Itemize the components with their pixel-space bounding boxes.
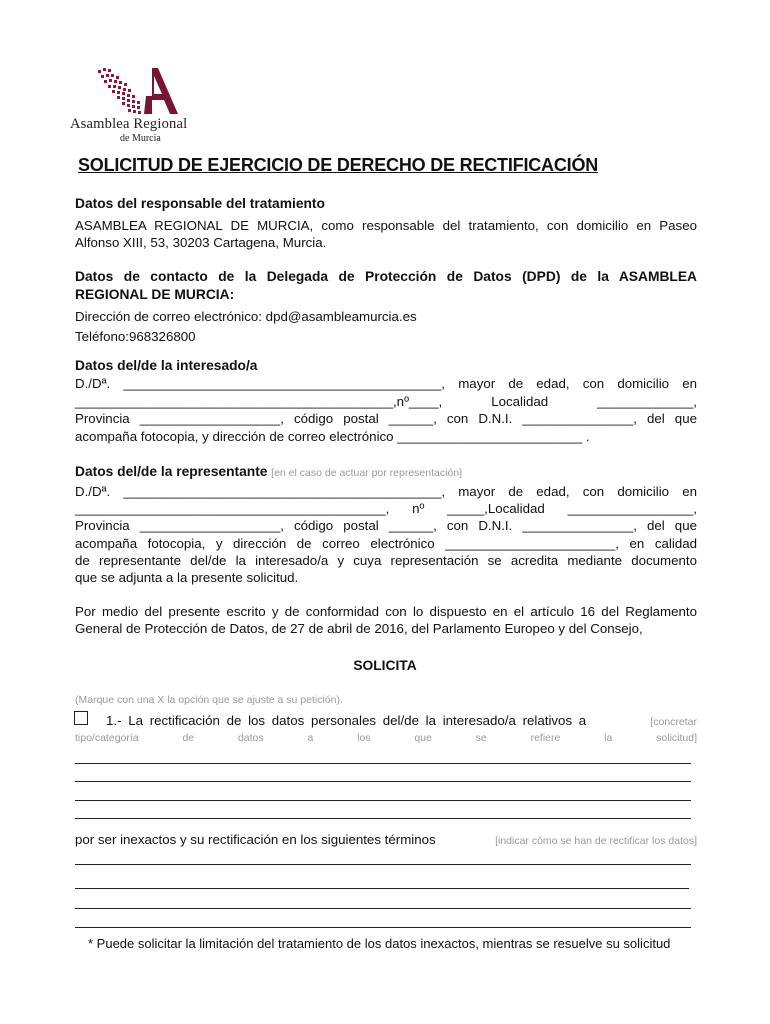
dpd-phone: Teléfono:968326800 <box>75 329 196 344</box>
representante-line1[interactable]: D./Dª. ___________________________________________, mayor de edad, con domicilio en <box>75 484 697 499</box>
terms-text: por ser inexactos y su rectificación en los siguientes términos <box>75 832 436 847</box>
terms-hint: [indicar cómo se han de rectificar los datos] <box>495 835 697 847</box>
terms-line-1[interactable] <box>75 864 691 865</box>
representante-line5: de representante del/de la interesado/a y cuya representación se acredita mediante documento <box>75 553 697 568</box>
dpd-heading-line2: REGIONAL DE MURCIA: <box>75 287 235 302</box>
option1-checkbox[interactable] <box>74 711 88 725</box>
logo <box>70 62 230 144</box>
option1-row <box>106 712 697 732</box>
interesado-line1[interactable]: D./Dª. ___________________________________________, mayor de edad, con domicilio en <box>75 376 697 391</box>
option1-text: 1.- La rectificación de los datos personales del/de la interesado/a relativos a <box>106 713 587 728</box>
dpd-heading-line1: Datos de contacto de la Delegada de Protección de Datos (DPD) de la ASAMBLEA <box>75 269 697 284</box>
terms-line-3[interactable] <box>75 908 691 909</box>
answer-line-2[interactable] <box>75 781 691 782</box>
terms-line-2[interactable] <box>75 888 689 889</box>
representante-line6: que se adjunta a la presente solicitud. <box>75 570 299 585</box>
intro-line1: Por medio del presente escrito y de conformidad con lo dispuesto en el artículo 16 del Reglamento <box>75 604 697 619</box>
solicita-instruction: (Marque con una X la opción que se ajuste a su petición). <box>75 694 343 706</box>
responsable-line2: Alfonso XIII, 53, 30203 Cartagena, Murcia. <box>75 235 327 250</box>
terms-line-4[interactable] <box>75 927 691 928</box>
interesado-line3[interactable]: Provincia ___________________, código postal ______, con D.N.I. _______________, del que <box>75 411 697 426</box>
asamblea-logo-icon <box>94 66 204 121</box>
answer-line-1[interactable] <box>75 763 691 764</box>
option1-hint-line2: tipo/categoría de datos a los que se refiere la solicitud] <box>75 732 697 744</box>
terms-row <box>75 831 697 851</box>
representante-heading-row <box>75 463 462 483</box>
footnote: * Puede solicitar la limitación del tratamiento de los datos inexactos, mientras se resuelve su solicitud <box>88 936 671 951</box>
representante-line4[interactable]: acompaña fotocopia, y dirección de correo electrónico _______________________, en calidad <box>75 536 697 551</box>
representante-line2[interactable]: __________________________________________, nº _____,Localidad _________________, <box>75 501 697 516</box>
answer-line-3[interactable] <box>75 800 691 801</box>
interesado-heading: Datos del/de la interesado/a <box>75 358 258 373</box>
representante-line3[interactable]: Provincia ___________________, código postal ______, con D.N.I. _______________, del que <box>75 518 697 533</box>
responsable-heading: Datos del responsable del tratamiento <box>75 196 325 211</box>
option1-hint: [concretar <box>650 716 697 728</box>
representante-hint: [en el caso de actuar por representación] <box>271 467 463 479</box>
interesado-line2[interactable]: ___________________________________________,nº____, Localidad _____________, <box>75 394 697 409</box>
dpd-email: Dirección de correo electrónico: dpd@asambleamurcia.es <box>75 309 417 324</box>
logo-line2: de Murcia <box>120 133 161 144</box>
representante-heading: Datos del/de la representante <box>75 464 268 479</box>
intro-line2: General de Protección de Datos, de 27 de abril de 2016, del Parlamento Europeo y del Consejo, <box>75 621 643 636</box>
interesado-line4[interactable]: acompaña fotocopia, y dirección de correo electrónico _________________________ . <box>75 429 590 444</box>
answer-line-4[interactable] <box>75 818 691 819</box>
page-title: SOLICITUD DE EJERCICIO DE DERECHO DE RECTIFICACIÓN <box>78 155 599 175</box>
logo-line1: Asamblea Regional <box>70 116 188 132</box>
solicita-heading: SOLICITA <box>353 658 417 673</box>
responsable-line1: ASAMBLEA REGIONAL DE MURCIA, como responsable del tratamiento, con domicilio en Paseo <box>75 218 697 233</box>
